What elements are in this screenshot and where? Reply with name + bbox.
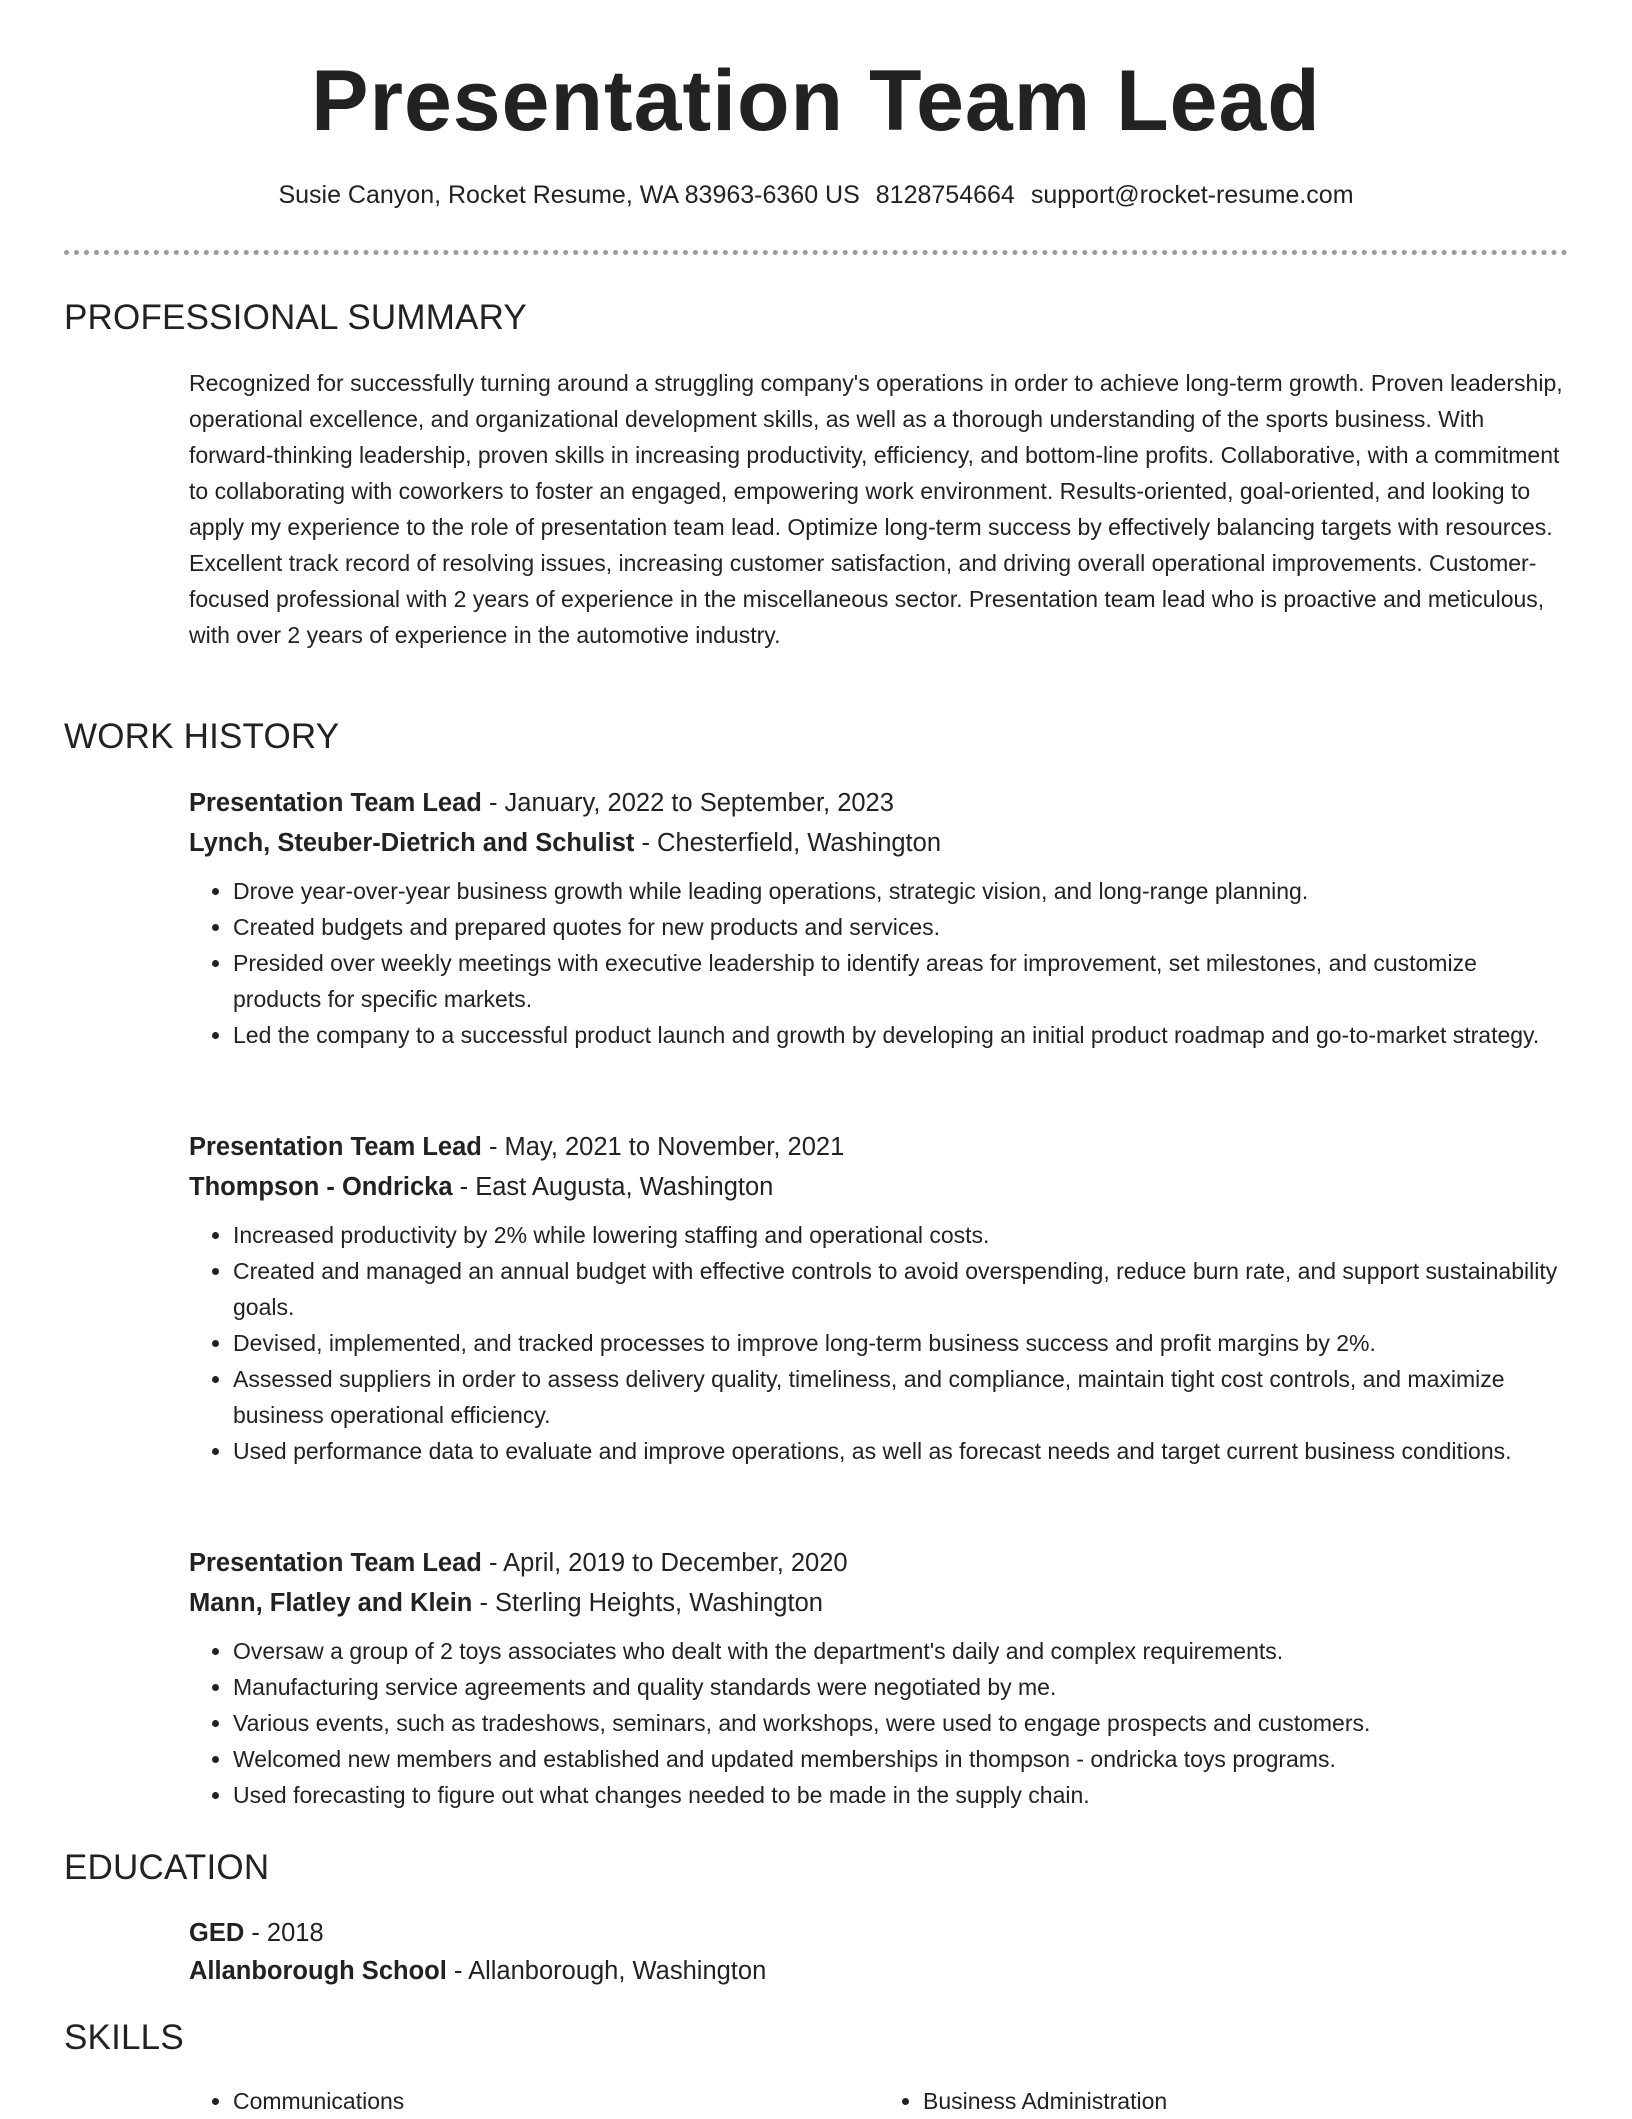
job-title-line [189,783,1569,823]
contact-email: support@rocket-resume.com [1030,181,1354,209]
job-company: Thompson - Ondricka [189,1173,453,1201]
job-bullet: • Assessed suppliers in order to assess delivery quality, timeliness, and compliance, maintain tight cost controls, and maximize business operational efficiency. [233,1361,1569,1433]
skills-column [189,2083,879,2119]
education-year: - 2018 [244,1919,324,1947]
education-degree-line [189,1914,1569,1952]
job-dates: - May, 2021 to November, 2021 [481,1133,845,1161]
section-title-education: EDUCATION [64,1848,270,1887]
job-bullet: • Used forecasting to figure out what changes needed to be made in the supply chain. [233,1777,1569,1813]
job-bullet: • Drove year-over-year business growth while leading operations, strategic vision, and long-range planning. [233,873,1569,909]
job-title: Presentation Team Lead [189,1549,482,1577]
job-dates: - April, 2019 to December, 2020 [481,1549,848,1577]
contact-line [0,181,1632,210]
job-bullet: • Led the company to a successful product launch and growth by developing an initial product roadmap and go-to-market strategy. [233,1017,1569,1053]
job-company: Mann, Flatley and Klein [189,1589,473,1617]
section-title-skills: SKILLS [64,2018,184,2057]
education-entry [189,1914,1569,1990]
job-bullet: • Created and managed an annual budget with effective controls to avoid overspending, reduce burn rate, and support sustainability goals. [233,1253,1569,1325]
job-bullets [189,1217,1569,1469]
job-bullet: • Oversaw a group of 2 toys associates who dealt with the department's daily and complex requirements. [233,1633,1569,1669]
job-bullet: • Various events, such as tradeshows, seminars, and workshops, were used to engage prospects and customers. [233,1705,1569,1741]
job-entry [189,783,1569,1053]
job-bullet: • Used performance data to evaluate and improve operations, as well as forecast needs and target current business conditions. [233,1433,1569,1469]
contact-address: Susie Canyon, Rocket Resume, WA 83963-6360 US [278,181,860,209]
skills-column [879,2083,1569,2119]
education-school-line [189,1952,1569,1990]
education-location: - Allanborough, Washington [446,1957,767,1985]
job-location: - Sterling Heights, Washington [472,1589,823,1617]
job-company: Lynch, Steuber-Dietrich and Schulist [189,829,635,857]
job-entry [189,1543,1569,1813]
summary-paragraph: Recognized for successfully turning around a struggling company's operations in order to achieve long-term growth. Proven leadership, operational excellence, and organizational development skills, as well as a thorough understanding of the sports business. With forward-thinking leadership, proven skills in increasing productivity, efficiency, and bottom-line profits. Collaborative, with a commitment to collaborating with coworkers to foster an engaged, empowering work environment. Results-oriented, goal-oriented, and looking to apply my experience to the role of presentation team lead. Optimize long-term success by effectively balancing targets with resources. Excellent track record of resolving issues, increasing customer satisfaction, and driving overall operational improvements. Customer-focused professional with 2 years of experience in the miscellaneous sector. Presentation team lead who is proactive and meticulous, with over 2 years of experience in the automotive industry. [189,370,1563,648]
contact-phone: 8128754664 [875,181,1015,209]
job-bullet: • Created budgets and prepared quotes for new products and services. [233,909,1569,945]
skills-list [189,2083,1569,2119]
job-company-line [189,1583,1569,1623]
job-dates: - January, 2022 to September, 2023 [481,789,894,817]
job-bullet: • Manufacturing service agreements and quality standards were negotiated by me. [233,1669,1569,1705]
header-divider [64,250,1568,255]
job-location: - Chesterfield, Washington [634,829,942,857]
job-entry [189,1127,1569,1469]
section-title-work: WORK HISTORY [64,717,340,756]
job-title-line [189,1543,1569,1583]
job-location: - East Augusta, Washington [452,1173,774,1201]
job-bullet: • Welcomed new members and established and updated memberships in thompson - ondricka toys programs. [233,1741,1569,1777]
job-bullets [189,873,1569,1053]
skill-item: • Communications [233,2083,879,2119]
section-title-summary: PROFESSIONAL SUMMARY [64,298,527,337]
job-company-line [189,823,1569,863]
job-title-line [189,1127,1569,1167]
education-degree: GED [189,1919,245,1947]
skill-item: • Business Administration [923,2083,1569,2119]
job-company-line [189,1167,1569,1207]
job-bullets [189,1633,1569,1813]
job-bullet: • Increased productivity by 2% while lowering staffing and operational costs. [233,1217,1569,1253]
job-title: Presentation Team Lead [189,789,482,817]
education-school: Allanborough School [189,1957,447,1985]
job-bullet: • Presided over weekly meetings with executive leadership to identify areas for improvement, set milestones, and customize products for specific markets. [233,945,1569,1017]
job-bullet: • Devised, implemented, and tracked processes to improve long-term business success and profit margins by 2%. [233,1325,1569,1361]
job-title: Presentation Team Lead [189,1133,482,1161]
resume-title: Presentation Team Lead [311,53,1321,149]
